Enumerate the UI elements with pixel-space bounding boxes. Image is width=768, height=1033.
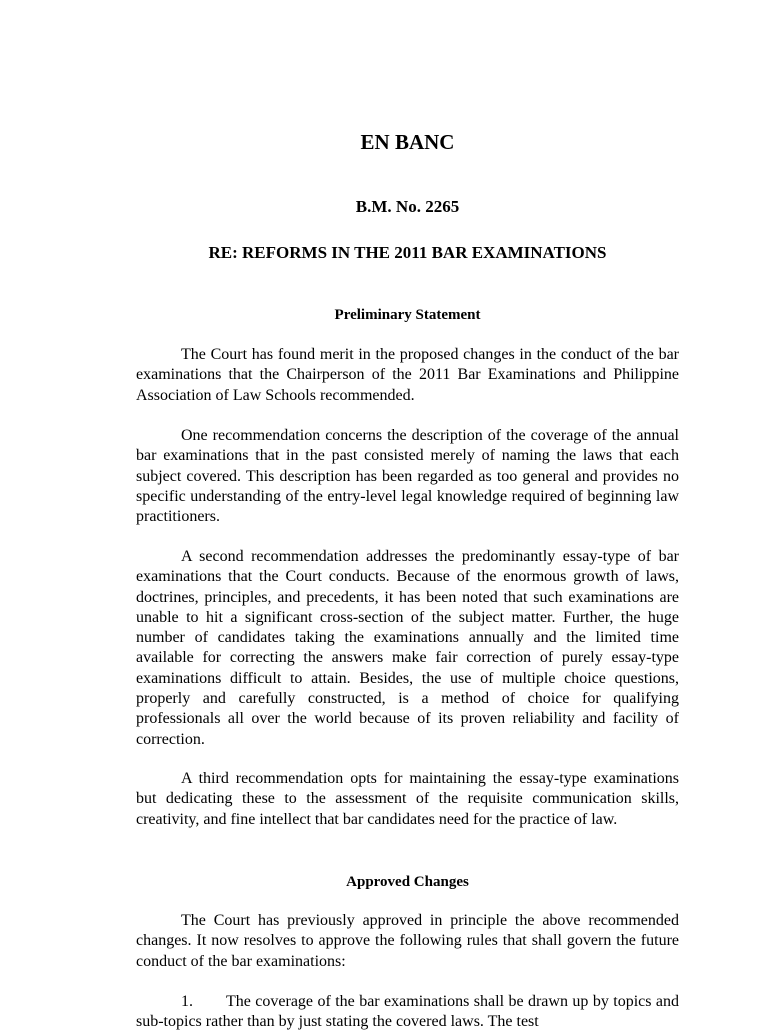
- paragraph-first-recommendation: One recommendation concerns the description of the coverage of the annual bar examinations that in the past consisted merely of naming the laws that each subject covered. This description has been regarded as too general and provides no specific understanding of the entry-level legal knowledge required of beginning law practitioners.: [136, 427, 679, 526]
- case-number: B.M. No. 2265: [355, 197, 460, 216]
- section-heading-preliminary: Preliminary Statement: [334, 307, 481, 323]
- paragraph-approved-in-principle: The Court has previously approved in principle the above recommended changes. It now resolves to approve the following rules that shall govern the future conduct of the bar examinations:: [136, 912, 679, 970]
- paragraph-second-recommendation: A second recommendation addresses the predominantly essay-type of bar examinations that the Court conducts. Because of the enormous growth of laws, doctrines, principles, and precedents, it has been noted that such examinations are unable to hit a significant cross-section of the subject matter. Further, the huge number of candidates taking the examinations annually and the limited time available for correcting the answers make fair correction of purely essay-type examinations difficult to attain. Besides, the use of multiple choice questions, properly and carefully constructed, is a method of choice for qualifying professionals all over the world because of its proven reliability and facility of correction.: [136, 548, 679, 748]
- court-heading: EN BANC: [360, 130, 455, 154]
- item-text: The coverage of the bar examinations shall be drawn up by topics and sub-topics rather than by just stating the covered laws. The test: [136, 993, 679, 1031]
- section-heading-approved: Approved Changes: [346, 874, 469, 890]
- paragraph-third-recommendation: A third recommendation opts for maintaining the essay-type examinations but dedicating these to the assessment of the requisite communication skills, creativity, and fine intellect that bar candidates need for the practice of law.: [136, 770, 679, 828]
- item-number: 1.: [181, 993, 193, 1010]
- paragraph-court-found-merit: The Court has found merit in the proposed changes in the conduct of the bar examinations that the Chairperson of the 2011 Bar Examinations and Philippine Association of Law Schools recommended.: [136, 346, 679, 404]
- document-title: RE: REFORMS IN THE 2011 BAR EXAMINATIONS: [208, 243, 607, 262]
- numbered-item-1: [136, 992, 679, 1033]
